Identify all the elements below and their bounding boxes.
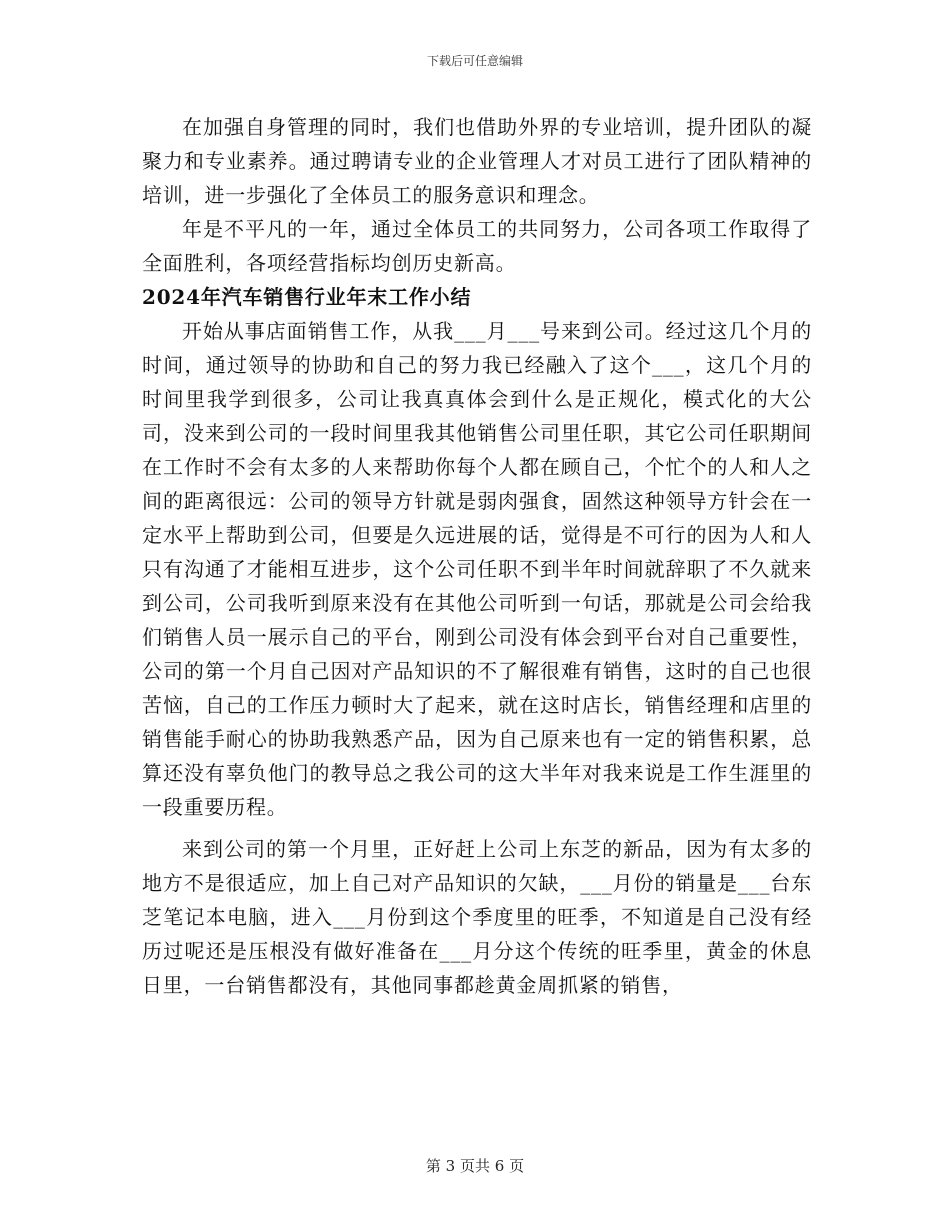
paragraph: 在加强自身管理的同时，我们也借助外界的专业培训，提升团队的凝聚力和专业素养。通过聘请专业的企业管理人才对员工进行了团队精神的培训，进一步强化了全体员工的服务意识和理念。 — [142, 115, 812, 207]
document-body — [142, 110, 812, 1002]
page-footer: 第 3 页共 6 页 — [425, 1157, 525, 1175]
paragraph: 来到公司的第一个月里，正好赶上公司上东芝的新品，因为有太多的地方不是很适应，加上自己对产品知识的欠缺，___月份的销量是___台东芝笔记本电脑，进入___月份到这个季度里的旺季，不知道是自己没有经历过呢还是压根没有做好准备在___月分这个传统的旺季里，黄金的休息日里，一台销售都没有，其他同事都趁黄金周抓紧的销售， — [142, 837, 812, 997]
section-title: 2024年汽车销售行业年末工作小结 — [142, 285, 472, 309]
paragraph: 年是不平凡的一年，通过全体员工的共同努力，公司各项工作取得了全面胜利，各项经营指标均创历史新高。 — [142, 217, 812, 275]
page-header: 下载后可任意编辑 — [426, 54, 523, 68]
paragraph: 开始从事店面销售工作，从我___月___号来到公司。经过这几个月的时间，通过领导的协助和自己的努力我已经融入了这个___，这几个月的时间里我学到很多，公司让我真真体会到什么是正规化，模式化的大公司，没来到公司的一段时间里我其他销售公司里任职，其它公司任职期间在工作时不会有太多的人来帮助你每个人都在顾自己，个忙个的人和人之间的距离很远：公司的领导方针就是弱肉强食，固然这种领导方针会在一定水平上帮助到公司，但要是久远进展的话，觉得是不可行的因为人和人只有沟通了才能相互进步，这个公司任职不到半年时间就辞职了不久就来到公司，公司我听到原来没有在其他公司听到一句话，那就是公司会给我们销售人员一展示自己的平台，刚到公司没有体会到平台对自己重要性，公司的第一个月自己因对产品知识的不了解很难有销售，这时的自己也很苦恼，自己的工作压力顿时大了起来，就在这时店长，销售经理和店里的销售能手耐心的协助我熟悉产品，因为自己原来也有一定的销售积累，总算还没有辜负他门的教导总之我公司的这大半年对我来说是工作生涯里的一段重要历程。 — [142, 319, 812, 819]
